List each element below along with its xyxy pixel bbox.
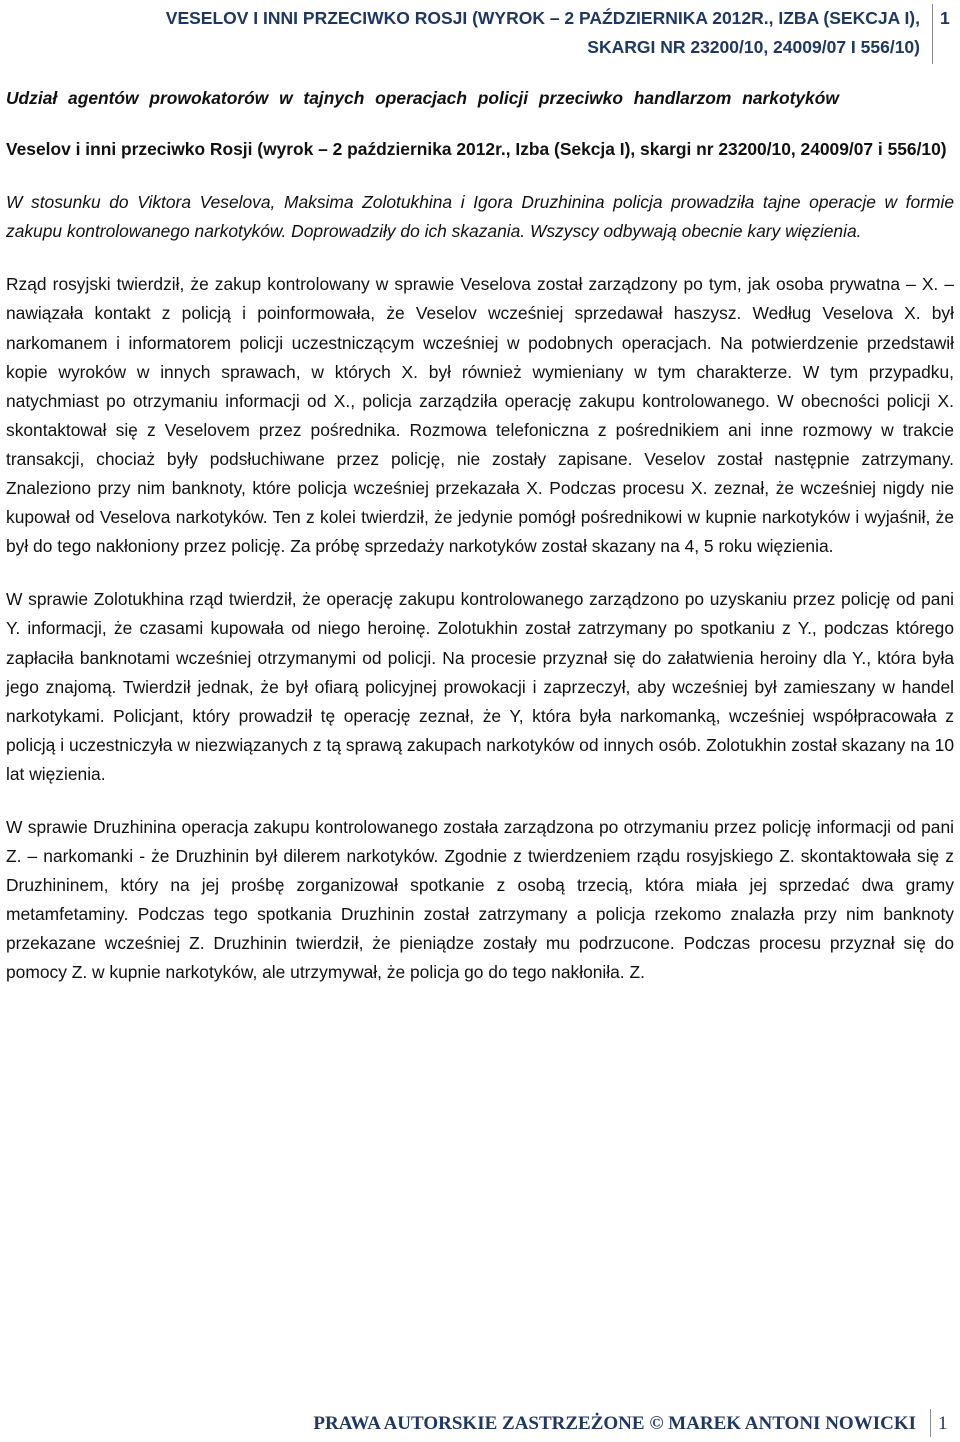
header-title-line-1: VESELOV I INNI PRZECIWKO ROSJI (WYROK – 2 PAŹDZIERNIKA 2012R., IZBA (SEKCJA I), xyxy=(165,8,920,28)
paragraph-druzhinin: W sprawie Druzhinina operacja zakupu kontrolowanego została zarządzona po otrzymaniu przez policję informacji od pani Z. – narkomanki - że Druzhinin był dilerem narkotyków. Zgodnie z twierdzeniem rządu rosyjskiego Z. skontaktowała się z Druzhininem, który na jej prośbę zorganizował spotkanie z osobą trzecią, która miała jej sprzedać dwa gramy metamfetaminy. Podczas tego spotkania Druzhinin został zatrzymany a policja rzekomo znalazła przy nim banknoty przekazane wcześniej Z. Druzhinin twierdził, że pieniądze zostały mu podrzucone. Podczas procesu przyznał się do pomocy Z. w kupnie narkotyków, ale utrzymywał, że policja go do tego nakłoniła. Z. xyxy=(6,816,954,983)
page-header xyxy=(0,4,960,68)
footer-divider xyxy=(930,1409,931,1437)
footer-page-number: 1 xyxy=(938,1413,948,1434)
intro-paragraph: W stosunku do Viktora Veselova, Maksima Zolotukhina i Igora Druzhinina policja prowadziła tajne operacje w formie zakupu kontrolowanego narkotyków. Doprowadziły do ich skazania. Wszyscy odbywają obecnie kary więzienia. xyxy=(6,192,954,242)
header-title xyxy=(40,4,920,62)
header-divider xyxy=(932,4,933,64)
document-title: Udział agentów prowokatorów w tajnych operacjach policji przeciwko handlarzom narkotyków xyxy=(6,88,839,108)
header-title-line-2: SKARGI NR 23200/10, 24009/07 I 556/10) xyxy=(587,37,920,57)
header-page-number: 1 xyxy=(940,8,950,28)
document-body xyxy=(6,84,954,1012)
case-heading: Veselov i inni przeciwko Rosji (wyrok – 2 października 2012r., Izba (Sekcja I), skargi nr 23200/10, 24009/07 i 556/10) xyxy=(6,139,947,160)
paragraph-veselov: Rząd rosyjski twierdził, że zakup kontrolowany w sprawie Veselova został zarządzony po tym, jak osoba prywatna – X. –nawiązała kontakt z policją i poinformowała, że Veselov wcześniej sprzedawał haszysz. Według Veselova X. był narkomanem i informatorem policji uczestniczącym wcześniej w podobnych operacjach. Na potwierdzenie przedstawił kopie wyroków w innych sprawach, w których X. był również wymieniany w tym charakterze. W tym przypadku, natychmiast po otrzymaniu informacji od X., policja zarządziła operację zakupu kontrolowanego. W obecności policji X. skontaktował się z Veselovem przez pośrednika. Rozmowa telefoniczna z pośrednikiem ani inne rozmowy w trakcie transakcji, chociaż były podsłuchiwane przez policję, nie zostały zapisane. Veselov został następnie zatrzymany. Znaleziono przy nim banknoty, które policja wcześniej przekazała X. Podczas procesu X. zeznał, że wcześniej nigdy nie kupował od Veselova narkotyków. Ten z kolei twierdził, że jedynie pomógł pośrednikowi w kupnie narkotyków i wyjaśnił, że był do tego nakłoniony przez policję. Za próbę sprzedaży narkotyków został skazany na 4, 5 roku więzienia. xyxy=(6,274,954,557)
page-footer xyxy=(0,1409,960,1439)
footer-copyright: PRAWA AUTORSKIE ZASTRZEŻONE © MAREK ANTONI NOWICKI xyxy=(313,1413,916,1434)
paragraph-zolotukhin: W sprawie Zolotukhina rząd twierdził, że operację zakupu kontrolowanego zarządzono po uzyskaniu przez policję od pani Y. informacji, że czasami kupowała od niego heroinę. Zolotukhin został zatrzymany po spotkaniu z Y., podczas którego zapłaciła banknotami wcześniej otrzymanymi od policji. Na procesie przyznał się do załatwienia heroiny dla Y., która była jego znajomą. Twierdził jednak, że był ofiarą policyjnej prowokacji i zaprzeczył, aby wcześniej był zamieszany w handel narkotykami. Policjant, który prowadził tę operację zeznał, że Y, która była narkomanką, wcześniej współpracowała z policją i uczestniczyła w niezwiązanych z tą sprawą zakupach narkotyków od innych osób. Zolotukhin został skazany na 10 lat więzienia. xyxy=(6,589,954,784)
